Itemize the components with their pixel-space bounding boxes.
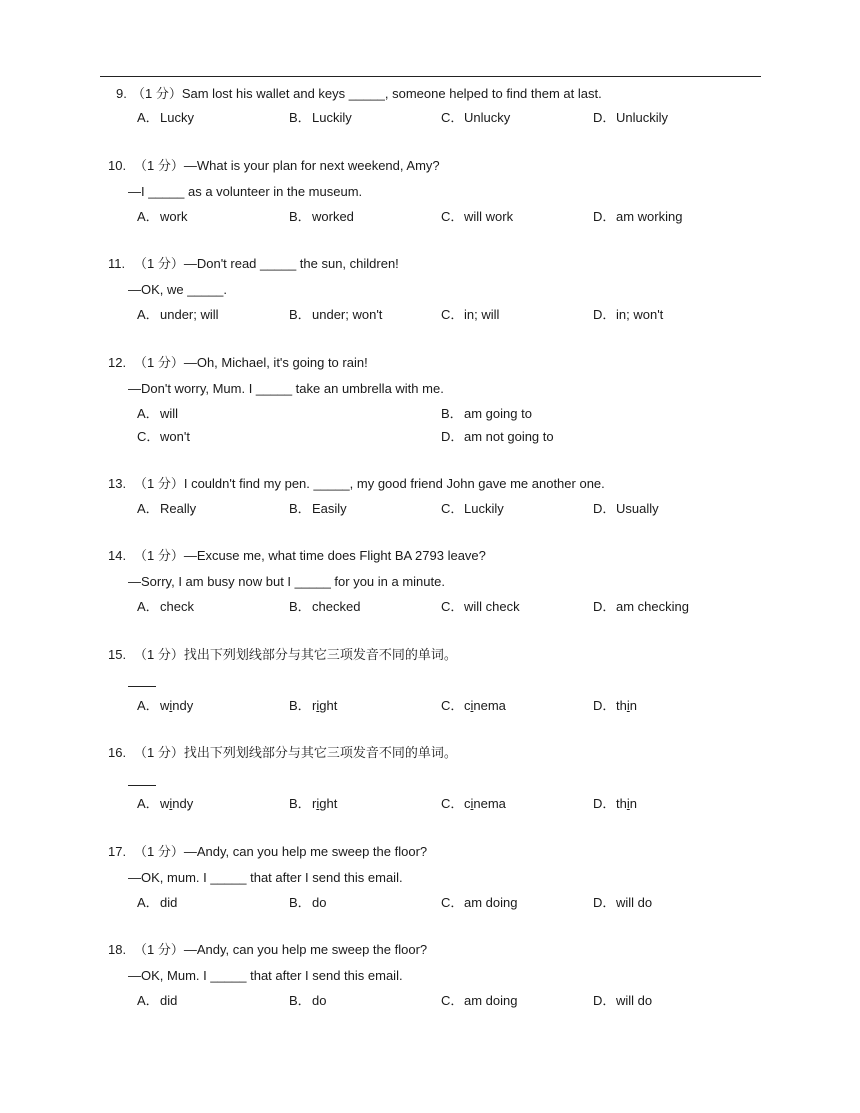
question-stem xyxy=(134,353,368,373)
stem-text: 找出下列划线部分与其它三项发音不同的单词。 xyxy=(183,647,457,662)
option-b[interactable]: B．checked xyxy=(289,599,361,614)
score-label: （1 分） xyxy=(134,942,184,957)
option-c[interactable]: C．Unlucky xyxy=(441,110,511,125)
score-label: （1 分） xyxy=(134,256,184,271)
option-d[interactable]: D．in; won't xyxy=(593,307,664,322)
question-number: 16. xyxy=(108,745,127,760)
sub-line: —OK, mum. I _____ that after I send this email. xyxy=(128,870,403,885)
option-a[interactable]: A．windy xyxy=(137,796,194,811)
option-d[interactable]: D．thin xyxy=(593,796,637,811)
question-stem xyxy=(132,84,602,104)
question-number: 12. xyxy=(108,355,127,370)
option-c[interactable]: C．won't xyxy=(137,429,190,444)
option-d[interactable]: D．am not going to xyxy=(441,429,554,444)
option-d[interactable]: D．am working xyxy=(593,209,683,224)
option-c[interactable]: C．Luckily xyxy=(441,501,504,516)
option-b[interactable]: B．right xyxy=(289,698,338,713)
option-a[interactable]: A．will xyxy=(137,406,179,421)
score-label: （1 分） xyxy=(134,476,184,491)
question-number: 17. xyxy=(108,844,127,859)
option-d[interactable]: D．Unluckily xyxy=(593,110,669,125)
answer-blank xyxy=(128,686,156,687)
option-c[interactable]: C．will work xyxy=(441,209,514,224)
option-b[interactable]: B．am going to xyxy=(441,406,532,421)
score-label: （1 分） xyxy=(134,158,184,173)
stem-text: Sam lost his wallet and keys _____, someone helped to find them at last. xyxy=(181,86,602,101)
question-number: 15. xyxy=(108,647,127,662)
question-stem xyxy=(134,842,427,862)
sub-line: —Sorry, I am busy now but I _____ for you in a minute. xyxy=(128,574,445,589)
question-stem xyxy=(134,645,457,665)
option-d[interactable]: D．thin xyxy=(593,698,637,713)
option-b[interactable]: B．Easily xyxy=(289,501,347,516)
option-b[interactable]: B．worked xyxy=(289,209,354,224)
option-c[interactable]: C．will check xyxy=(441,599,520,614)
option-a[interactable]: A．did xyxy=(137,993,178,1008)
question-stem xyxy=(134,474,605,494)
question-number: 18. xyxy=(108,942,127,957)
stem-text: —Excuse me, what time does Flight BA 2793 leave? xyxy=(183,548,486,563)
option-c[interactable]: C．cinema xyxy=(441,698,506,713)
option-a[interactable]: A．check xyxy=(137,599,194,614)
option-d[interactable]: D．Usually xyxy=(593,501,659,516)
option-c[interactable]: C．am doing xyxy=(441,895,518,910)
option-b[interactable]: B．do xyxy=(289,993,327,1008)
question-number: 9. xyxy=(116,86,127,101)
sub-line: —I _____ as a volunteer in the museum. xyxy=(128,184,363,199)
option-b[interactable]: B．do xyxy=(289,895,327,910)
option-d[interactable]: D．am checking xyxy=(593,599,689,614)
question-number: 11. xyxy=(108,256,126,271)
option-a[interactable]: A．Lucky xyxy=(137,110,194,125)
stem-text: —Andy, can you help me sweep the floor? xyxy=(183,844,428,859)
stem-text: —Oh, Michael, it's going to rain! xyxy=(183,355,368,370)
option-c[interactable]: C．am doing xyxy=(441,993,518,1008)
score-label: （1 分） xyxy=(134,844,184,859)
question-stem xyxy=(134,156,440,176)
stem-text: 找出下列划线部分与其它三项发音不同的单词。 xyxy=(183,745,457,760)
stem-text: I couldn't find my pen. _____, my good friend John gave me another one. xyxy=(183,476,605,491)
score-label: （1 分） xyxy=(132,86,182,101)
stem-text: —Andy, can you help me sweep the floor? xyxy=(183,942,428,957)
option-a[interactable]: A．work xyxy=(137,209,188,224)
question-number: 13. xyxy=(108,476,127,491)
option-d[interactable]: D．will do xyxy=(593,895,653,910)
option-c[interactable]: C．cinema xyxy=(441,796,506,811)
score-label: （1 分） xyxy=(134,647,184,662)
option-a[interactable]: A．Really xyxy=(137,501,197,516)
header-rule xyxy=(100,76,761,77)
option-d[interactable]: D．will do xyxy=(593,993,653,1008)
answer-blank xyxy=(128,785,156,786)
sub-line: —OK, we _____. xyxy=(128,282,227,297)
option-a[interactable]: A．windy xyxy=(137,698,194,713)
sub-line: —OK, Mum. I _____ that after I send this email. xyxy=(128,968,403,983)
score-label: （1 分） xyxy=(134,745,184,760)
option-b[interactable]: B．Luckily xyxy=(289,110,352,125)
question-stem xyxy=(134,743,457,763)
question-number: 14. xyxy=(108,548,127,563)
question-number: 10. xyxy=(108,158,127,173)
stem-text: —Don't read _____ the sun, children! xyxy=(183,256,399,271)
option-a[interactable]: A．under; will xyxy=(137,307,219,322)
option-c[interactable]: C．in; will xyxy=(441,307,500,322)
stem-text: —What is your plan for next weekend, Amy? xyxy=(183,158,440,173)
option-b[interactable]: B．right xyxy=(289,796,338,811)
question-stem xyxy=(134,940,427,960)
question-stem xyxy=(134,546,486,566)
option-a[interactable]: A．did xyxy=(137,895,178,910)
score-label: （1 分） xyxy=(134,548,184,563)
option-b[interactable]: B．under; won't xyxy=(289,307,383,322)
question-stem xyxy=(134,254,399,274)
sub-line: —Don't worry, Mum. I _____ take an umbrella with me. xyxy=(128,381,444,396)
score-label: （1 分） xyxy=(134,355,184,370)
